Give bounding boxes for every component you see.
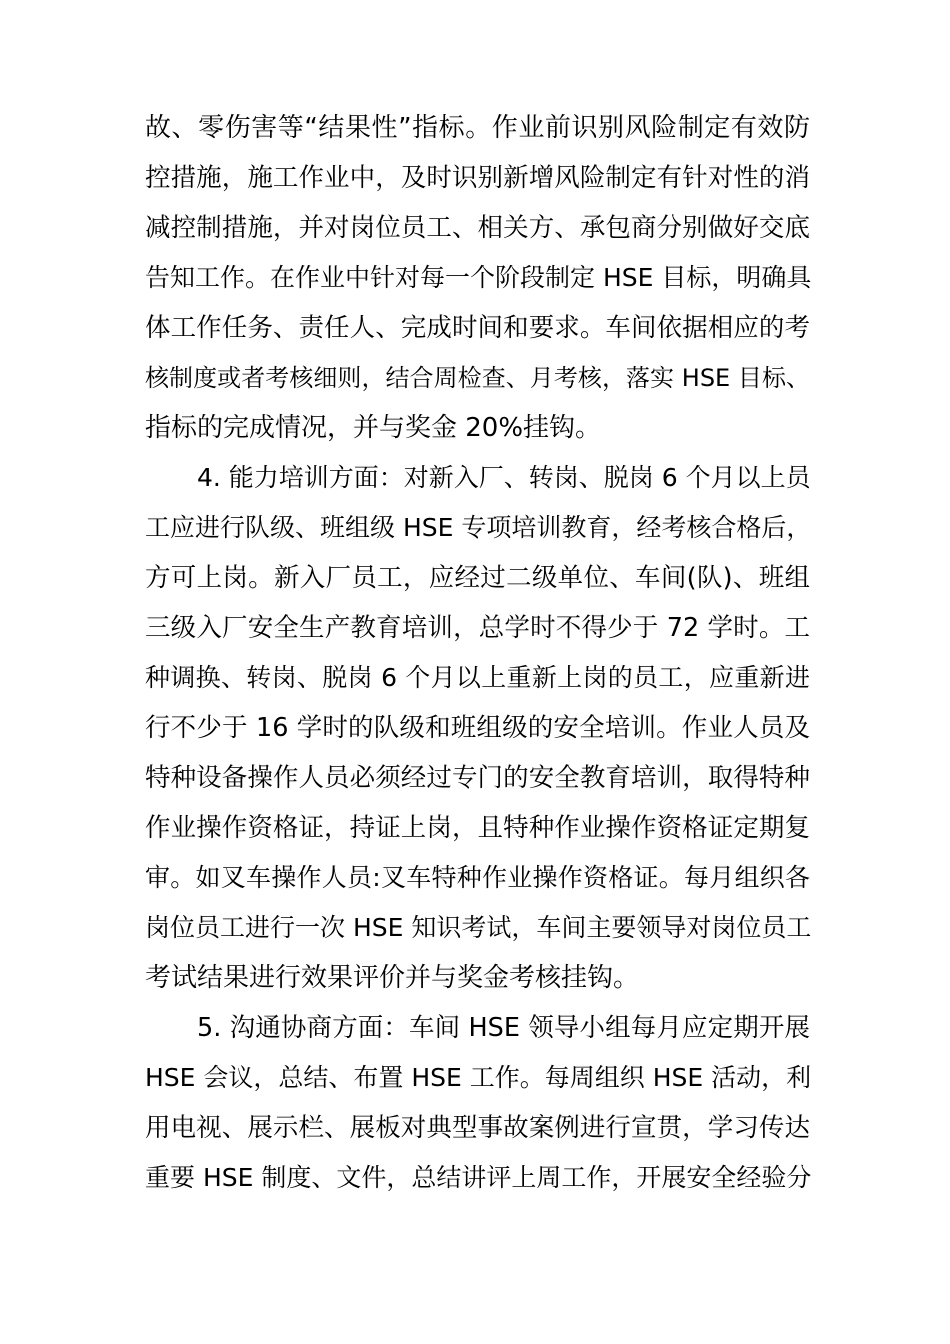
text-line: 三级入厂安全生产教育培训，总学时不得少于 72 学时。工	[145, 613, 810, 643]
text-line: 核制度或者考核细则，结合周检查、月考核，落实 HSE 目标、	[145, 364, 810, 392]
text-line: HSE 会议，总结、布置 HSE 工作。每周组织 HSE 活动，利	[145, 1063, 812, 1092]
text-line: 指标的完成情况，并与奖金 20%挂钩。	[145, 413, 602, 443]
text-line: 告知工作。在作业中针对每一个阶段制定 HSE 目标，明确具	[145, 263, 812, 292]
text-line: 重要 HSE 制度、文件，总结讲评上周工作，开展安全经验分	[145, 1163, 812, 1192]
paragraph-5-heading-line: 5. 沟通协商方面：车间 HSE 领导小组每月应定期开展	[197, 1013, 810, 1043]
text-line: 岗位员工进行一次 HSE 知识考试，车间主要领导对岗位员工	[145, 913, 812, 942]
text-line: 考试结果进行效果评价并与奖金考核挂钩。	[145, 963, 640, 993]
text-line: 故、零伤害等“结果性”指标。作业前识别风险制定有效防	[145, 113, 810, 143]
text-line: 种调换、转岗、脱岗 6 个月以上重新上岗的员工，应重新进	[145, 663, 810, 692]
text-line: 作业操作资格证，持证上岗，且特种作业操作资格证定期复	[145, 813, 810, 843]
text-line: 审。如叉车操作人员:叉车特种作业操作资格证。每月组织各	[145, 863, 810, 892]
text-line: 减控制措施，并对岗位员工、相关方、承包商分别做好交底	[145, 213, 810, 243]
text-line: 控措施，施工作业中，及时识别新增风险制定有针对性的消	[145, 163, 810, 193]
text-line: 用电视、展示栏、展板对典型事故案例进行宣贯，学习传达	[145, 1113, 810, 1143]
text-line: 特种设备操作人员必须经过专门的安全教育培训，取得特种	[145, 763, 810, 793]
text-line: 工应进行队级、班组级 HSE 专项培训教育，经考核合格后，	[145, 513, 812, 542]
text-line: 行不少于 16 学时的队级和班组级的安全培训。作业人员及	[145, 713, 810, 743]
paragraph-4-heading-line: 4. 能力培训方面：对新入厂、转岗、脱岗 6 个月以上员	[197, 463, 811, 492]
text-line: 方可上岗。新入厂员工，应经过二级单位、车间(队)、班组	[145, 563, 810, 593]
text-line: 体工作任务、责任人、完成时间和要求。车间依据相应的考	[145, 313, 810, 343]
